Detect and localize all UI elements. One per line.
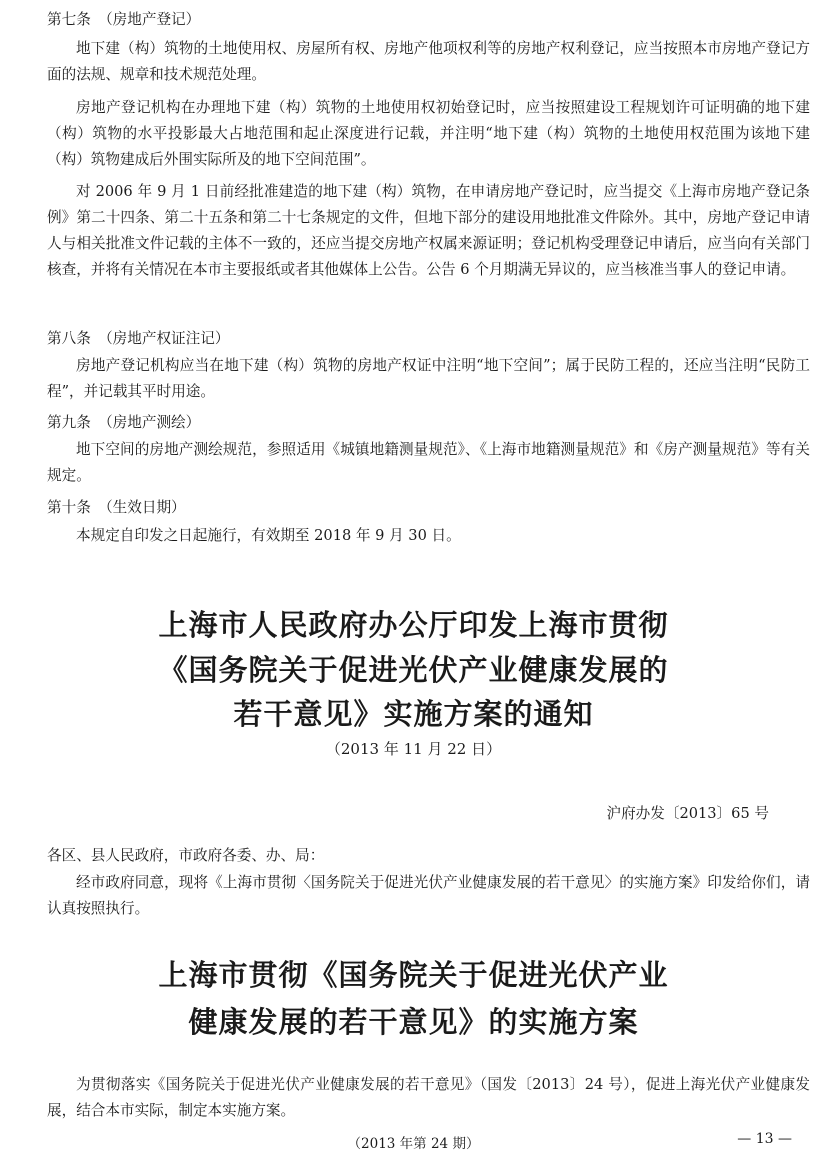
notice-title-line-1: 上海市人民政府办公厅印发上海市贯彻 [158, 608, 669, 642]
article-7-paragraph-2: 房地产登记机构在办理地下建（构）筑物的土地使用权初始登记时，应当按照建设工程规划许可证明确的地下建（构）筑物的水平投影最大占地范围和起止深度进行记载，并注明“地下建（构）筑物的土地使用权范围为该地下建（构）筑物建成后外围实际所及的地下空间范围”。 [47, 99, 810, 168]
notice-date: （2013 年 11 月 22 日） [325, 740, 502, 758]
article-10-paragraph-1: 本规定自印发之日起施行，有效期至 2018 年 9 月 30 日。 [76, 527, 461, 544]
document-number: 沪府办发〔2013〕65 号 [606, 805, 769, 822]
addressee: 各区、县人民政府，市政府各委、办、局： [47, 847, 325, 864]
notice-title-line-2: 《国务院关于促进光伏产业健康发展的 [158, 653, 669, 687]
article-9-paragraph-1: 地下空间的房地产测绘规范，参照适用《城镇地籍测量规范》、《上海市地籍测量规范》和《房产测量规范》等有关规定。 [47, 441, 810, 484]
notice-body: 经市政府同意，现将《上海市贯彻〈国务院关于促进光伏产业健康发展的若干意见〉的实施方案》印发给你们，请认真按照执行。 [47, 874, 810, 917]
article-9-heading: 第九条 （房地产测绘） [47, 414, 201, 431]
article-7-paragraph-3: 对 2006 年 9 月 1 日前经批准建造的地下建（构）筑物，在申请房地产登记时，应当提交《上海市房地产登记条例》第二十四条、第二十五条和第二十七条规定的文件，但地下部分的建设用地批准文件除外。其中，房地产登记申请人与相关批准文件记载的主体不一致的，还应当提交房地产权属来源证明；登记机构受理登记申请后，应当向有关部门核查，并将有关情况在本市主要报纸或者其他媒体上公告。公告 6 个月期满无异议的，应当核准当事人的登记申请。 [47, 183, 810, 278]
issue-label: （2013 年第 24 期） [347, 1136, 480, 1152]
article-8-heading: 第八条 （房地产权证注记） [47, 330, 230, 347]
plan-title-line-1: 上海市贯彻《国务院关于促进光伏产业 [158, 958, 669, 992]
article-7-paragraph-1: 地下建（构）筑物的土地使用权、房屋所有权、房地产他项权利等的房地产权利登记，应当按照本市房地产登记方面的法规、规章和技术规范处理。 [47, 40, 810, 83]
plan-title-line-2: 健康发展的若干意见》的实施方案 [188, 1005, 639, 1039]
article-10-heading: 第十条 （生效日期） [47, 499, 186, 516]
page-number: — 13 — [737, 1131, 792, 1147]
plan-intro: 为贯彻落实《国务院关于促进光伏产业健康发展的若干意见》（国发〔2013〕24 号），促进上海光伏产业健康发展，结合本市实际，制定本实施方案。 [47, 1076, 810, 1119]
article-8-paragraph-1: 房地产登记机构应当在地下建（构）筑物的房地产权证中注明“地下空间”；属于民防工程的，还应当注明“民防工程”，并记载其平时用途。 [47, 357, 810, 400]
article-7-heading: 第七条 （房地产登记） [47, 11, 201, 28]
notice-title-line-3: 若干意见》实施方案的通知 [233, 697, 594, 731]
